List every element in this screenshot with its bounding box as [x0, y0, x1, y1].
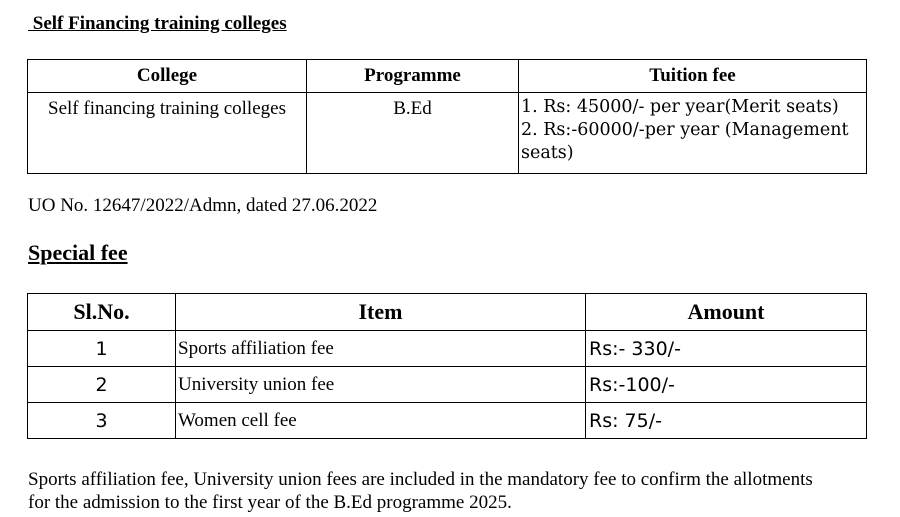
amount-cell: Rs:-100/-	[586, 367, 867, 403]
amount-cell: Rs:- 330/-	[586, 331, 867, 367]
column-header-tuition-fee: Tuition fee	[519, 60, 867, 93]
tuition-fee-line: 1. Rs: 45000/- per year(Merit seats)	[521, 97, 839, 117]
item-cell: University union fee	[176, 367, 586, 403]
column-header-programme: Programme	[307, 60, 519, 93]
college-cell: Self financing training colleges	[28, 93, 307, 174]
section-heading-self-financing: Self Financing training colleges	[28, 13, 287, 34]
section-heading-special-fee: Special fee	[28, 240, 128, 265]
amount-cell: Rs: 75/-	[586, 403, 867, 439]
uo-reference: UO No. 12647/2022/Admn, dated 27.06.2022	[28, 195, 378, 216]
table-row	[28, 403, 867, 439]
table-header-row	[28, 60, 867, 93]
tuition-fee-cell	[519, 93, 867, 174]
note-line: Sports affiliation fee, University union fees are included in the mandatory fee to confirm the allotments	[28, 469, 813, 490]
column-header-college: College	[28, 60, 307, 93]
tuition-fee-line: seats)	[521, 143, 574, 163]
table-header-row	[28, 294, 867, 331]
sl-no-cell: 2	[28, 367, 176, 403]
item-cell: Women cell fee	[176, 403, 586, 439]
special-fee-table	[27, 293, 867, 439]
tuition-fee-line: 2. Rs:-60000/-per year (Management	[521, 120, 849, 140]
column-header-sl-no: Sl.No.	[28, 294, 176, 331]
table-row	[28, 331, 867, 367]
fee-note-paragraph	[28, 468, 878, 514]
sl-no-cell: 3	[28, 403, 176, 439]
table-row	[28, 367, 867, 403]
item-cell: Sports affiliation fee	[176, 331, 586, 367]
column-header-amount: Amount	[586, 294, 867, 331]
sl-no-cell: 1	[28, 331, 176, 367]
table-row	[28, 93, 867, 174]
column-header-item: Item	[176, 294, 586, 331]
programme-cell: B.Ed	[307, 93, 519, 174]
note-line: for the admission to the first year of the B.Ed programme 2025.	[28, 492, 512, 513]
tuition-fee-table	[27, 59, 867, 174]
